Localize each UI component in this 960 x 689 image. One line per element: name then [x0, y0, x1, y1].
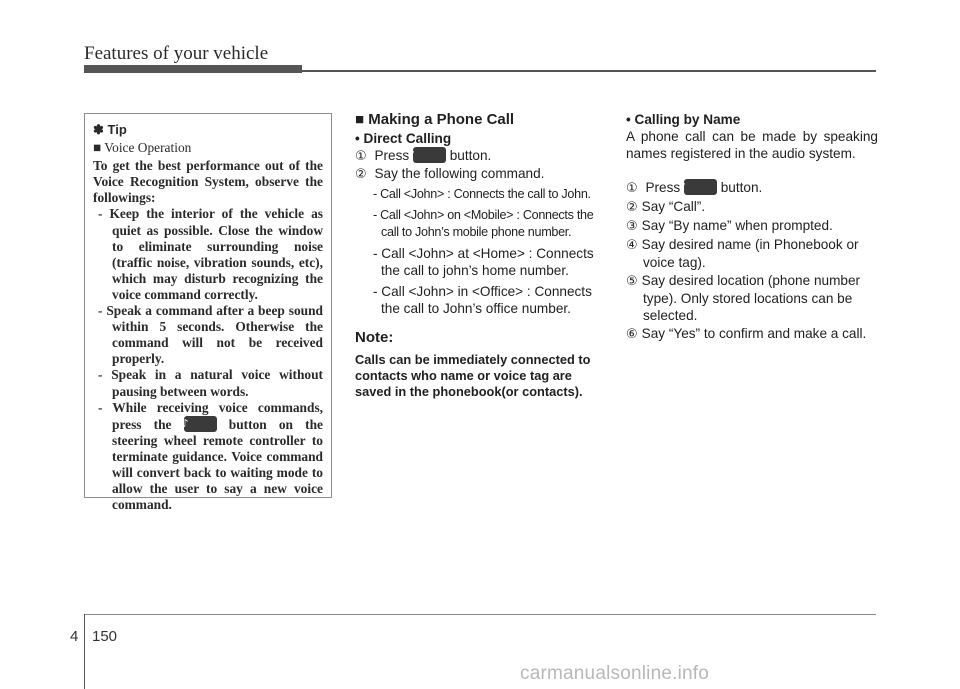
step-item — [626, 198, 878, 216]
step-number: ⑥ — [626, 327, 638, 342]
tip-intro: To get the best performance out of the Voice Recognition System, observe the followings: — [93, 158, 323, 206]
chapter-number: 4 — [70, 628, 79, 645]
header-rule-thin — [302, 70, 876, 72]
calling-by-name-intro: A phone call can be made by speaking names registered in the audio system. — [626, 129, 878, 161]
tip-item-text-before: - While receiving voice commands, press the — [98, 399, 323, 432]
step-item — [626, 236, 878, 271]
note-title: Note: — [355, 329, 394, 346]
step-text: Say “Call”. — [641, 199, 706, 214]
step-text: Say desired location (phone number type). Only stored locations can be selected. — [641, 273, 861, 323]
step-number: ③ — [626, 219, 638, 234]
voice-button-icon — [684, 179, 717, 195]
step-number: ④ — [626, 238, 638, 253]
step-text: Say the following command. — [374, 166, 545, 181]
tip-subheading: ■ Voice Operation — [93, 140, 192, 156]
voice-button-icon — [413, 147, 446, 163]
step-number: ① — [355, 149, 367, 164]
step-text: Say “By name” when prompted. — [641, 218, 833, 233]
watermark: carmanualsonline.info — [520, 663, 710, 684]
voice-button-icon — [184, 416, 217, 432]
step-number: ⑤ — [626, 274, 638, 289]
command-item: - Call <John> in <Office> : Connects the call to John’s office number. — [373, 284, 592, 316]
step-item — [626, 325, 878, 343]
note-text: Calls can be immediately connected to contacts who name or voice tag are saved in the phonebook(or contacts). — [355, 352, 591, 399]
page-number: 150 — [92, 628, 118, 645]
page-header-title: Features of your vehicle — [84, 43, 269, 64]
step-number: ② — [626, 200, 638, 215]
step-say-command — [355, 165, 605, 183]
step-text-after: button. — [720, 180, 763, 195]
footer-divider — [84, 614, 85, 689]
making-call-section — [355, 111, 605, 400]
command-item: - Call <John> on <Mobile> : Connects the call to John’s mobile phone number. — [373, 208, 594, 239]
command-item: - Call <John> : Connects the call to John. — [373, 187, 591, 201]
calling-by-name-section — [626, 111, 878, 343]
tip-item: - Speak a command after a beep sound within 5 seconds. Otherwise the command will not be received properly. — [98, 303, 323, 367]
step-number: ② — [355, 167, 367, 182]
tip-heading: ✽ Tip — [93, 122, 127, 137]
step-text-before: Press — [645, 180, 681, 195]
step-item — [626, 272, 878, 324]
step-number: ① — [626, 181, 638, 196]
footer-rule — [84, 614, 876, 615]
section-title: ■ Making a Phone Call — [355, 111, 515, 128]
step-item — [626, 217, 878, 235]
tip-item: - Speak in a natural voice without pausing between words. — [98, 367, 323, 399]
header-rule-thick — [84, 65, 302, 73]
step-text: Say “Yes” to confirm and make a call. — [641, 326, 867, 341]
calling-by-name-title: • Calling by Name — [626, 112, 741, 127]
step-text-before: Press — [374, 148, 410, 163]
step-press-button — [626, 179, 878, 197]
tip-item-voice-button — [93, 400, 323, 514]
command-item: - Call <John> at <Home> : Connects the call to john’s home number. — [373, 246, 594, 278]
step-text: Say desired name (in Phonebook or voice tag). — [641, 237, 859, 270]
step-press-button — [355, 147, 605, 165]
tip-item-text-after: button on the steering wheel remote controller to terminate guidance. Voice command will convert back to waiting mode to allow the user to say a new voice command. — [112, 416, 323, 513]
tip-item: - Keep the interior of the vehicle as quiet as possible. Close the window to eliminate surrounding noise (traffic noise, vibration sounds, etc), which may disturb recognizing the voice command correctly. — [98, 206, 323, 302]
tip-box — [84, 113, 332, 513]
step-text-after: button. — [449, 148, 492, 163]
direct-calling-title: • Direct Calling — [355, 131, 452, 146]
